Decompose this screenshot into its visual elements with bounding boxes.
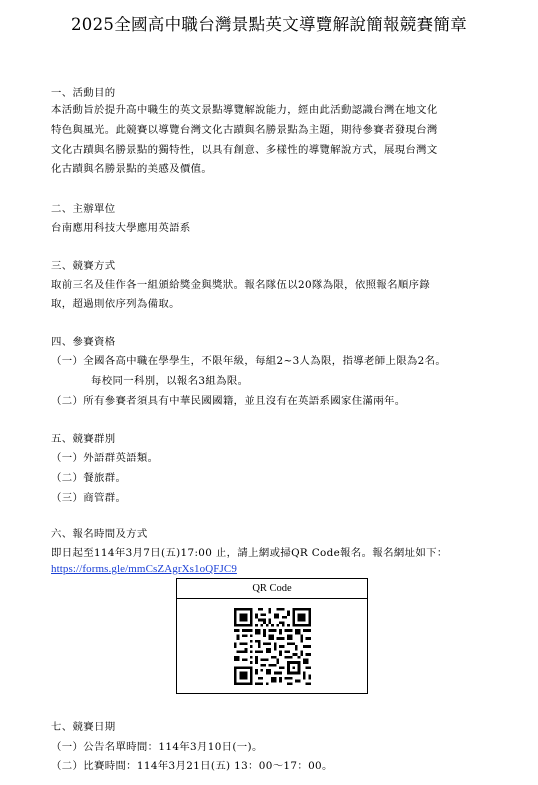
group-line: （二）餐旅群。 bbox=[51, 472, 127, 484]
purpose-line: 特色與風光。此競賽以導覽台灣文化古蹟與名勝景點為主題，期待參賽者發現台灣 bbox=[51, 124, 438, 136]
section-heading-groups: 五、競賽群別 bbox=[51, 433, 116, 445]
document-title: 2025全國高中職台灣景點英文導覽解說簡報競賽簡章 bbox=[71, 15, 467, 34]
section-heading-eligibility: 四、參賽資格 bbox=[51, 336, 116, 348]
qr-code-image[interactable] bbox=[234, 608, 311, 685]
eligibility-line: （二）所有參賽者須具有中華民國國籍，並且沒有在英語系國家住滿兩年。 bbox=[51, 395, 406, 407]
registration-line: 即日起至114年3月7日(五)17:00 止，請上網或掃QR Code報名。報名網址如下： bbox=[51, 547, 448, 559]
method-line: 取，超過則依序列為備取。 bbox=[51, 298, 180, 310]
purpose-line: 本活動旨於提升高中職生的英文景點導覽解說能力，經由此活動認識台灣在地文化 bbox=[51, 104, 438, 116]
qr-code-label: QR Code bbox=[177, 579, 367, 599]
section-heading-method: 三、競賽方式 bbox=[51, 260, 116, 272]
section-heading-purpose: 一、活動目的 bbox=[51, 87, 116, 99]
organizer-line: 台南應用科技大學應用英語系 bbox=[51, 222, 191, 234]
eligibility-line: 每校同一科別，以報名3組為限。 bbox=[91, 375, 249, 387]
group-line: （三）商管群。 bbox=[51, 492, 127, 504]
date-line: （一）公告名單時間：114年3月10日(一)。 bbox=[51, 741, 263, 753]
section-heading-organizer: 二、主辦單位 bbox=[51, 203, 116, 215]
purpose-line: 化古蹟與名勝景點的美感及價值。 bbox=[51, 163, 213, 175]
eligibility-line: （一）全國各高中職在學學生，不限年級，每組2~3人為限，指導老師上限為2名。 bbox=[51, 355, 447, 367]
registration-url-link[interactable]: https://forms.gle/mmCsZAgrXs1oQFJC9 bbox=[51, 563, 237, 575]
group-line: （一）外語群英語類。 bbox=[51, 452, 159, 464]
purpose-line: 文化古蹟與名勝景點的獨特性，以具有創意、多樣性的導覽解說方式，展現台灣文 bbox=[51, 144, 438, 156]
section-heading-registration: 六、報名時間及方式 bbox=[51, 528, 148, 540]
qr-code-table bbox=[176, 578, 368, 694]
method-line: 取前三名及佳作各一組頒給獎金與獎狀。報名隊伍以20隊為限，依照報名順序錄 bbox=[51, 279, 431, 291]
section-heading-dates: 七、競賽日期 bbox=[51, 721, 116, 733]
date-line: （二）比賽時間：114年3月21日(五) 13：00～17：00。 bbox=[51, 760, 333, 772]
